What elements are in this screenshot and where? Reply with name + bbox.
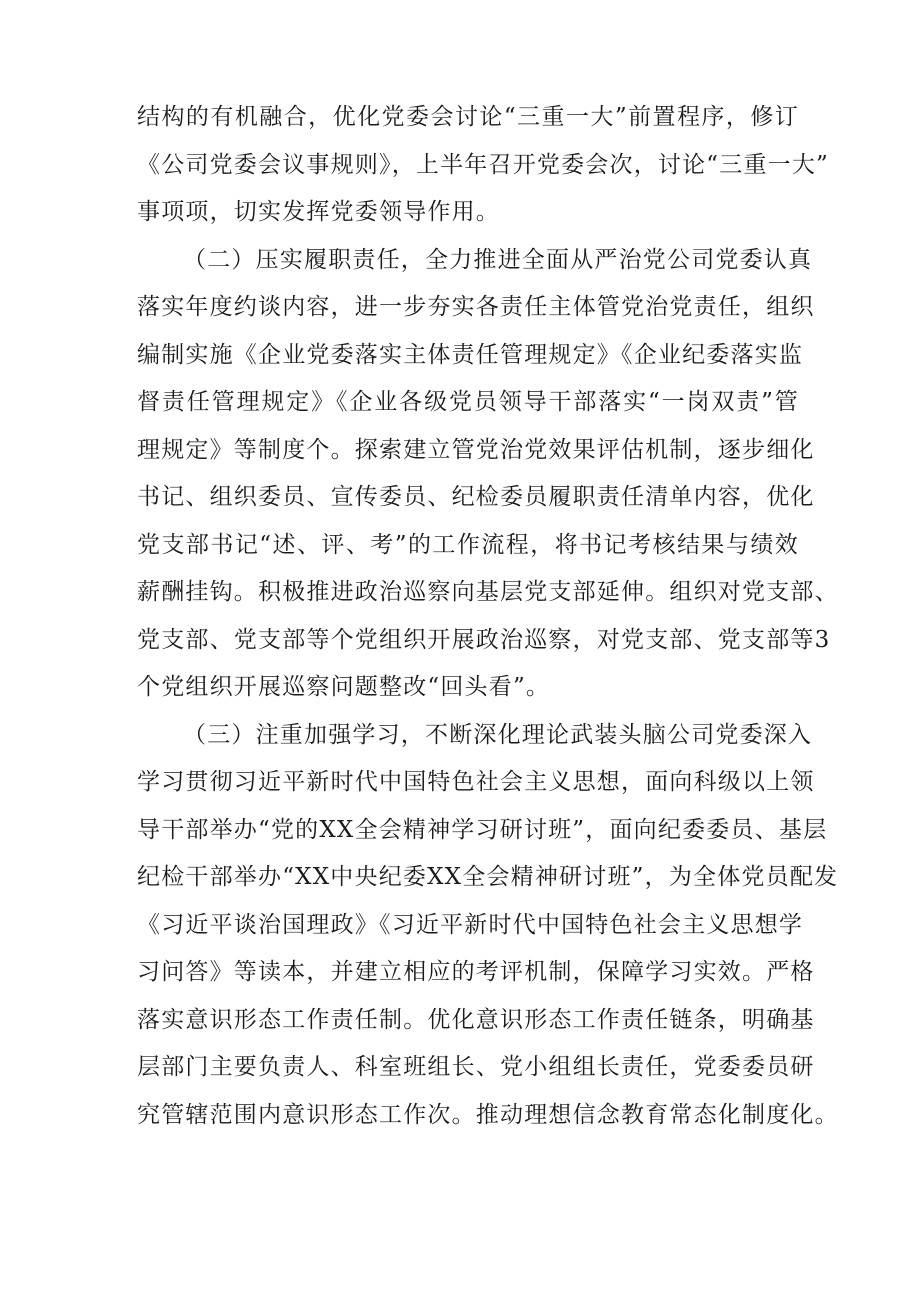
paragraph-line: 编制实施《企业党委落实主体责任管理规定》《企业纪委落实监 <box>137 341 804 368</box>
paragraph-line: 纪检干部举办“XX中央纪委XX全会精神研讨班”，为全体党员配发 <box>137 864 839 890</box>
paragraph-line: 事项项，切实发挥党委领导作用。 <box>137 199 500 225</box>
paragraph-line: 究管辖范围内意识形态工作次。推动理想信念教育常态化制度化。 <box>137 1101 839 1128</box>
paragraph-line: 结构的有机融合，优化党委会讨论“三重一大”前置程序，修订 <box>137 104 799 130</box>
paragraph-heading-line: （三）注重加强学习，不断深化理论武装头脑公司党委深入 <box>183 721 813 748</box>
paragraph-line: 党支部、党支部等个党组织开展政治巡察，对党支部、党支部等3 <box>137 626 831 653</box>
paragraph-line: 落实意识形态工作责任制。优化意识形态工作责任链条，明确基 <box>137 1006 815 1033</box>
paragraph-heading-line: （二）压实履职责任，全力推进全面从严治党公司党委认真 <box>183 246 813 273</box>
document-body <box>137 94 839 1139</box>
paragraph-line: 《习近平谈治国理政》《习近平新时代中国特色社会主义思想学 <box>137 911 804 938</box>
paragraph-line: 《公司党委会议事规则》，上半年召开党委会次，讨论“三重一大” <box>137 151 830 178</box>
paragraph-line: 理规定》等制度个。探索建立管党治党效果评估机制，逐步细化 <box>137 436 815 463</box>
paragraph-line: 党支部书记“述、评、考”的工作流程，将书记考核结果与绩效 <box>137 531 799 558</box>
paragraph-line: 学习贯彻习近平新时代中国特色社会主义思想，面向科级以上领 <box>137 769 815 795</box>
paragraph-line: 薪酬挂钩。积极推进政治巡察向基层党支部延伸。组织对党支部、 <box>137 579 839 605</box>
paragraph-line: 书记、组织委员、宣传委员、纪检委员履职责任清单内容，优化 <box>137 484 815 510</box>
paragraph-line: 习问答》等读本，并建立相应的考评机制，保障学习实效。严格 <box>137 959 815 985</box>
paragraph-line: 个党组织开展巡察问题整改“回头看”。 <box>137 674 551 700</box>
paragraph-line: 导干部举办“党的XX全会精神学习研讨班”，面向纪委委员、基层 <box>137 816 828 843</box>
paragraph-line: 落实年度约谈内容，进一步夯实各责任主体管党治党责任，组织 <box>137 294 815 320</box>
paragraph-line: 督责任管理规定》《企业各级党员领导干部落实“一岗双责”管 <box>137 389 799 415</box>
paragraph-line: 层部门主要负责人、科室班组长、党小组组长责任，党委委员研 <box>137 1054 815 1080</box>
